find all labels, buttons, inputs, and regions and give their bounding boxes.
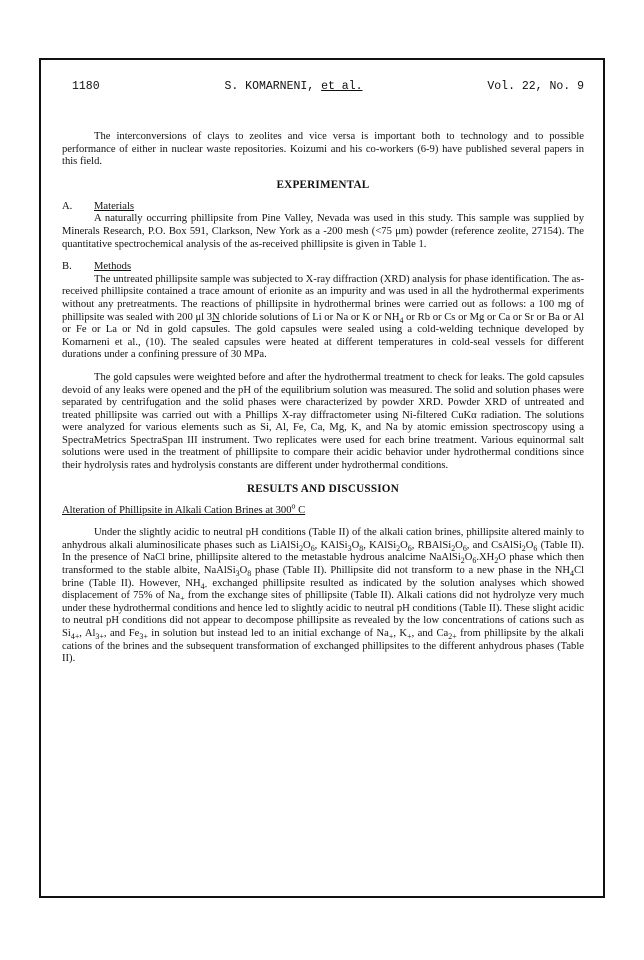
page-content [62,78,584,666]
subheading-degree: o [291,501,296,511]
results-subscript: 2 [460,556,465,566]
results-text-run: , and CsAlSi [466,539,522,551]
results-text-run: in solution but instead led to an initial exchange of Na [147,628,389,639]
header-author-name: S. KOMARNENI, [224,80,315,93]
results-subscript: 3+ [95,632,104,642]
materials-paragraph: A naturally occurring phillipsite from Pine Valley, Nevada was used in this study. This sample was supplied by Minerals Research, P.O. Box 591, Clarkson, New York as a -200 mesh (<75 μm) powder (reference zeolite, 27154). The quantitative spectrochemical analysis of the as-received phillipsite is given in Table 1. [62,213,584,250]
results-text-run: O [351,539,360,551]
results-text-run: , K [393,628,408,639]
methods-section-heading [62,261,584,274]
materials-section-heading [62,201,584,214]
methods-paragraph-1 [62,274,584,362]
methods-p1-text-d: or Rb or Cs or Mg or Ca or Sr or Ba or Al or Fe or La or Nd in gold capsules. The gold capsules were sealed using a cold-welding technique developed by Komarneni et al., (10). The sealed capsules were heated at different temperatures in cold-seal vessels for different durations under a confining pressure of 30 MPa. [62,311,584,361]
methods-paragraph-2: The gold capsules were weighted before and after the hydrothermal treatment to check for leaks. The gold capsules devoid of any leaks were opened and the pH of the equilibrium solution was measured. The solid and solution phases were separated by centrifugation and the solid phases were characterized by powder XRD. Powder XRD of untreated and treated phillipsite was carried out with a Phillips X-ray diffractometer using Ni-filtered CuKα radiation. The solutions were analyzed for various elements such as Si, Al, Fe, Ca, Mg, K, and Na by atomic emission spectroscopy using a SpectraMetrics SpectraSpan III instrument. Two replicates were used for each brine treatment. Various equinormal salt solutions were used in the treatment of phillipsite to compare their acidic behavior under hydrothermal conditions since their hydrolysis rates and hydrolysis constants are different under hydrothermal conditions. [62,371,584,472]
results-text-run: Cl brine (Table II). However, NH [62,565,585,589]
methods-letter: B. [62,261,72,273]
results-subscript: 3 [347,543,352,553]
results-subscript: 6 [310,543,315,553]
experimental-heading: EXPERIMENTAL [276,178,370,191]
results-subscript: 3 [235,569,240,579]
results-text-run: phase (Table II). Phillipsite did not transform to a new phase in the NH [251,565,571,577]
results-subscript: 8 [247,569,252,579]
results-text-run: , and Fe [103,628,140,639]
results-text-run: O [400,539,408,551]
results-subscript: 2 [521,543,526,553]
results-subscript: + [388,632,394,642]
results-subheading [62,501,584,518]
results-text-run: exchanged phillipsite resulted as indicated by the solution analyses which showed displacement of 75% of Na [62,577,584,602]
results-subscript: 4 [570,569,574,579]
results-subscript: 2 [396,543,401,553]
materials-letter: A. [62,200,73,212]
results-subscript: 2+ [448,632,457,642]
methods-p1-text-a: The untreated phillipsite sample was subjected to X-ray diffraction (XRD) analysis for phase identification. The as-received phillipsite contained a trace amount of erionite as an impurity and was used in all the hydrothermal experiments without any pretreatments. The reactions of phillipsite in hydrothermal brines were carried out as follows: a 100 mg of phillipsite was sealed with 200 μl 3 [62,273,584,323]
results-text-run: , Al [79,628,96,639]
results-text-run: O [239,565,248,577]
results-text-run: from phillipsite by the alkali cations of the brines and the subsequent transformation of exchanged phillipsites to the different anhydrous phases (Table II). [62,628,585,665]
results-text-run: (Table II). In the presence of NaCl brine, phillipsite altered to the metastable hydrous analcime NaAlSi [62,539,584,564]
results-paragraph [62,527,584,666]
results-text-run: , and Ca [411,628,449,639]
header-etal: et al. [321,80,363,93]
results-subscript: 6 [533,543,538,553]
results-text-run: O [525,539,534,551]
results-subscript: + [180,594,185,604]
intro-paragraph: The interconversions of clays to zeolites and vice versa is important both to technology and to possible performance of either in nuclear waste repositories. Koizumi and his co-workers (6-9) have published several papers in this field. [62,131,584,168]
results-text-run: , RBAlSi [411,539,452,551]
results-text-run: O phase which then transformed to the stable albite, NaAlSi [62,552,584,577]
results-text-run: O [455,539,463,551]
results-subscript: 6 [407,543,412,553]
subheading-text: Alteration of Phillipsite in Alkali Cation Brines at 300 [62,504,292,516]
results-subscript: 6 [462,543,467,553]
results-text-run: Under the slightly acidic to neutral pH conditions (Table II) of the alkali cation brines, phillipsite altered mainly to anhydrous alkali aluminosilicate phases such as LiAlSi [62,527,584,551]
header-authors [224,80,362,93]
methods-p1-subscript: 4 [399,315,404,325]
subheading-unit: C [295,504,306,516]
materials-title: Materials [94,200,135,212]
results-heading: RESULTS AND DISCUSSION [247,482,399,495]
results-subscript: 3+ [139,632,148,642]
methods-title: Methods [94,261,132,273]
page-number: 1180 [72,80,100,93]
results-subscript: 4+ [70,632,80,642]
results-subscript: + [407,632,412,642]
results-text-run: .XH [476,552,495,564]
results-subscript: 2 [494,556,499,566]
results-subscript: 6 [472,556,477,566]
results-text-run: , KAlSi [363,539,397,551]
results-subscript: 8 [359,543,364,553]
results-subscript: 4- [200,581,208,591]
results-subscript: 2 [299,543,304,553]
running-header [62,80,584,93]
methods-p1-text-b: chloride solutions of Li or Na or K or NH [219,311,400,323]
results-text-run: O [303,539,311,551]
results-subscript: 2 [451,543,456,553]
results-text-run: , KAlSi [314,539,348,551]
results-text-run: O [464,552,473,564]
results-text-run: from the exchange sites of phillipsite (Table II). Alkali cations did not hydrolyze very much under these hydrothermal conditions and hence led to slightly acidic to neutral pH conditions (Table II). These slight acidic to neutral pH conditions did not appear to decompose phillipsite as revealed by the low concentrations of cations such as Si [62,590,585,639]
methods-p1-normal-n: N [212,311,220,323]
header-volume: Vol. 22, No. 9 [487,80,584,93]
